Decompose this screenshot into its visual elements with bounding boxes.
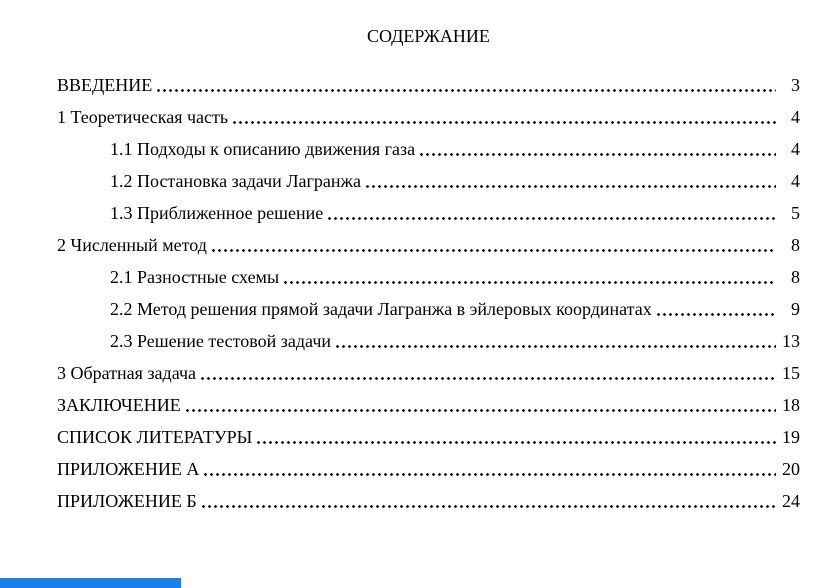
toc-entry[interactable] [57,453,800,485]
toc-entry-label: 2.1 Разностные схемы [110,267,280,287]
toc-entry-label: 1 Теоретическая часть [57,107,229,127]
page-title: СОДЕРЖАНИЕ [367,26,490,46]
dot-leader [655,293,776,325]
toc-entry-label: ПРИЛОЖЕНИЕ А [57,459,200,479]
toc-entry-label: 1.3 Приближенное решение [110,203,324,223]
toc-entry[interactable] [57,165,800,197]
dot-leader [418,133,776,165]
dot-leader [282,261,776,293]
toc-entry[interactable] [57,133,800,165]
toc-entry-label: 2.2 Метод решения прямой задачи Лагранжа в эйлеровых координатах [110,299,652,319]
dot-leader [202,453,776,485]
toc-entry-page-number: 24 [782,491,800,511]
toc-entry-page-number: 9 [791,299,800,319]
dot-leader [200,485,776,517]
toc-entry-label: ЗАКЛЮЧЕНИЕ [57,395,181,415]
dot-leader [199,357,776,389]
toc-entry-label: СПИСОК ЛИТЕРАТУРЫ [57,427,253,447]
toc-entry[interactable] [57,485,800,517]
toc-entry[interactable] [57,421,800,453]
toc-entry[interactable] [57,325,800,357]
toc-entry[interactable] [57,229,800,261]
toc-entry-page-number: 4 [791,139,800,159]
toc-entry-label: 1.2 Постановка задачи Лагранжа [110,171,361,191]
table-of-contents [57,69,800,517]
dot-leader [255,421,776,453]
toc-entry[interactable] [57,197,800,229]
dot-leader [210,229,776,261]
dot-leader [326,197,776,229]
toc-entry-page-number: 18 [782,395,800,415]
toc-entry-page-number: 19 [782,427,800,447]
toc-entry-page-number: 20 [782,459,800,479]
toc-entry-label: ПРИЛОЖЕНИЕ Б [57,491,197,511]
toc-entry[interactable] [57,101,800,133]
toc-entry-page-number: 8 [791,267,800,287]
dot-leader [334,325,776,357]
toc-entry-page-number: 5 [791,203,800,223]
toc-entry-label: 2.3 Решение тестовой задачи [110,331,332,351]
toc-entry-label: 1.1 Подходы к описанию движения газа [110,139,416,159]
toc-entry-page-number: 15 [782,363,800,383]
loading-progress-bar [0,578,181,588]
dot-leader [184,389,776,421]
toc-entry-label: 2 Численный метод [57,235,207,255]
toc-entry-label: ВВЕДЕНИЕ [57,75,153,95]
toc-entry[interactable] [57,261,800,293]
toc-entry-page-number: 4 [791,171,800,191]
toc-entry-page-number: 4 [791,107,800,127]
toc-entry-page-number: 13 [782,331,800,351]
dot-leader [364,165,776,197]
toc-entry[interactable] [57,357,800,389]
dot-leader [231,101,776,133]
toc-entry-page-number: 8 [791,235,800,255]
dot-leader [155,69,776,101]
toc-entry[interactable] [57,389,800,421]
toc-entry-page-number: 3 [791,75,800,95]
toc-entry-label: 3 Обратная задача [57,363,197,383]
toc-entry[interactable] [57,69,800,101]
toc-entry[interactable] [57,293,800,325]
